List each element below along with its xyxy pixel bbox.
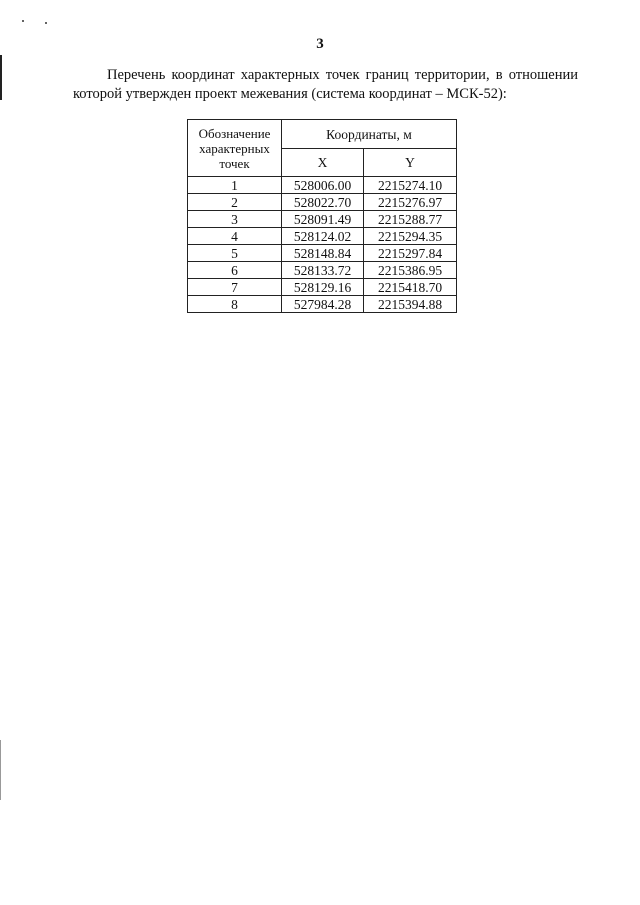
- coord-x: 528129.16: [282, 279, 364, 296]
- header-point-label: Обозначение характерных точек: [188, 120, 282, 177]
- coord-x: 528124.02: [282, 228, 364, 245]
- scan-speck: [22, 20, 24, 22]
- point-number: 8: [188, 296, 282, 313]
- coord-y: 2215386.95: [364, 262, 457, 279]
- coord-y: 2215288.77: [364, 211, 457, 228]
- coord-y: 2215274.10: [364, 177, 457, 194]
- table-row: [188, 177, 457, 194]
- point-number: 7: [188, 279, 282, 296]
- coord-x: 528091.49: [282, 211, 364, 228]
- scan-edge-mark-lower: [0, 740, 1, 800]
- coord-y: 2215418.70: [364, 279, 457, 296]
- table-row: [188, 228, 457, 245]
- coord-x: 528133.72: [282, 262, 364, 279]
- point-number: 5: [188, 245, 282, 262]
- header-y: Y: [364, 149, 457, 177]
- point-number: 3: [188, 211, 282, 228]
- coord-y: 2215276.97: [364, 194, 457, 211]
- scan-speck: [45, 22, 47, 24]
- coordinates-table: [187, 119, 457, 313]
- coord-x: 528148.84: [282, 245, 364, 262]
- table-row: [188, 245, 457, 262]
- point-number: 1: [188, 177, 282, 194]
- coord-y: 2215294.35: [364, 228, 457, 245]
- point-number: 2: [188, 194, 282, 211]
- header-x: X: [282, 149, 364, 177]
- coord-x: 528022.70: [282, 194, 364, 211]
- point-number: 4: [188, 228, 282, 245]
- table-row: [188, 262, 457, 279]
- coord-y: 2215394.88: [364, 296, 457, 313]
- point-number: 6: [188, 262, 282, 279]
- table-row: [188, 211, 457, 228]
- table-row: [188, 296, 457, 313]
- coord-x: 528006.00: [282, 177, 364, 194]
- scan-edge-mark: [0, 55, 2, 100]
- coord-x: 527984.28: [282, 296, 364, 313]
- intro-paragraph: Перечень координат характерных точек границ территории, в отношении которой утвержден проект межевания (система координат – МСК-52):: [73, 67, 578, 102]
- table-row: [188, 194, 457, 211]
- table-row: [188, 279, 457, 296]
- page-number: 3: [316, 36, 324, 52]
- coord-y: 2215297.84: [364, 245, 457, 262]
- header-coordinates: Координаты, м: [282, 120, 457, 149]
